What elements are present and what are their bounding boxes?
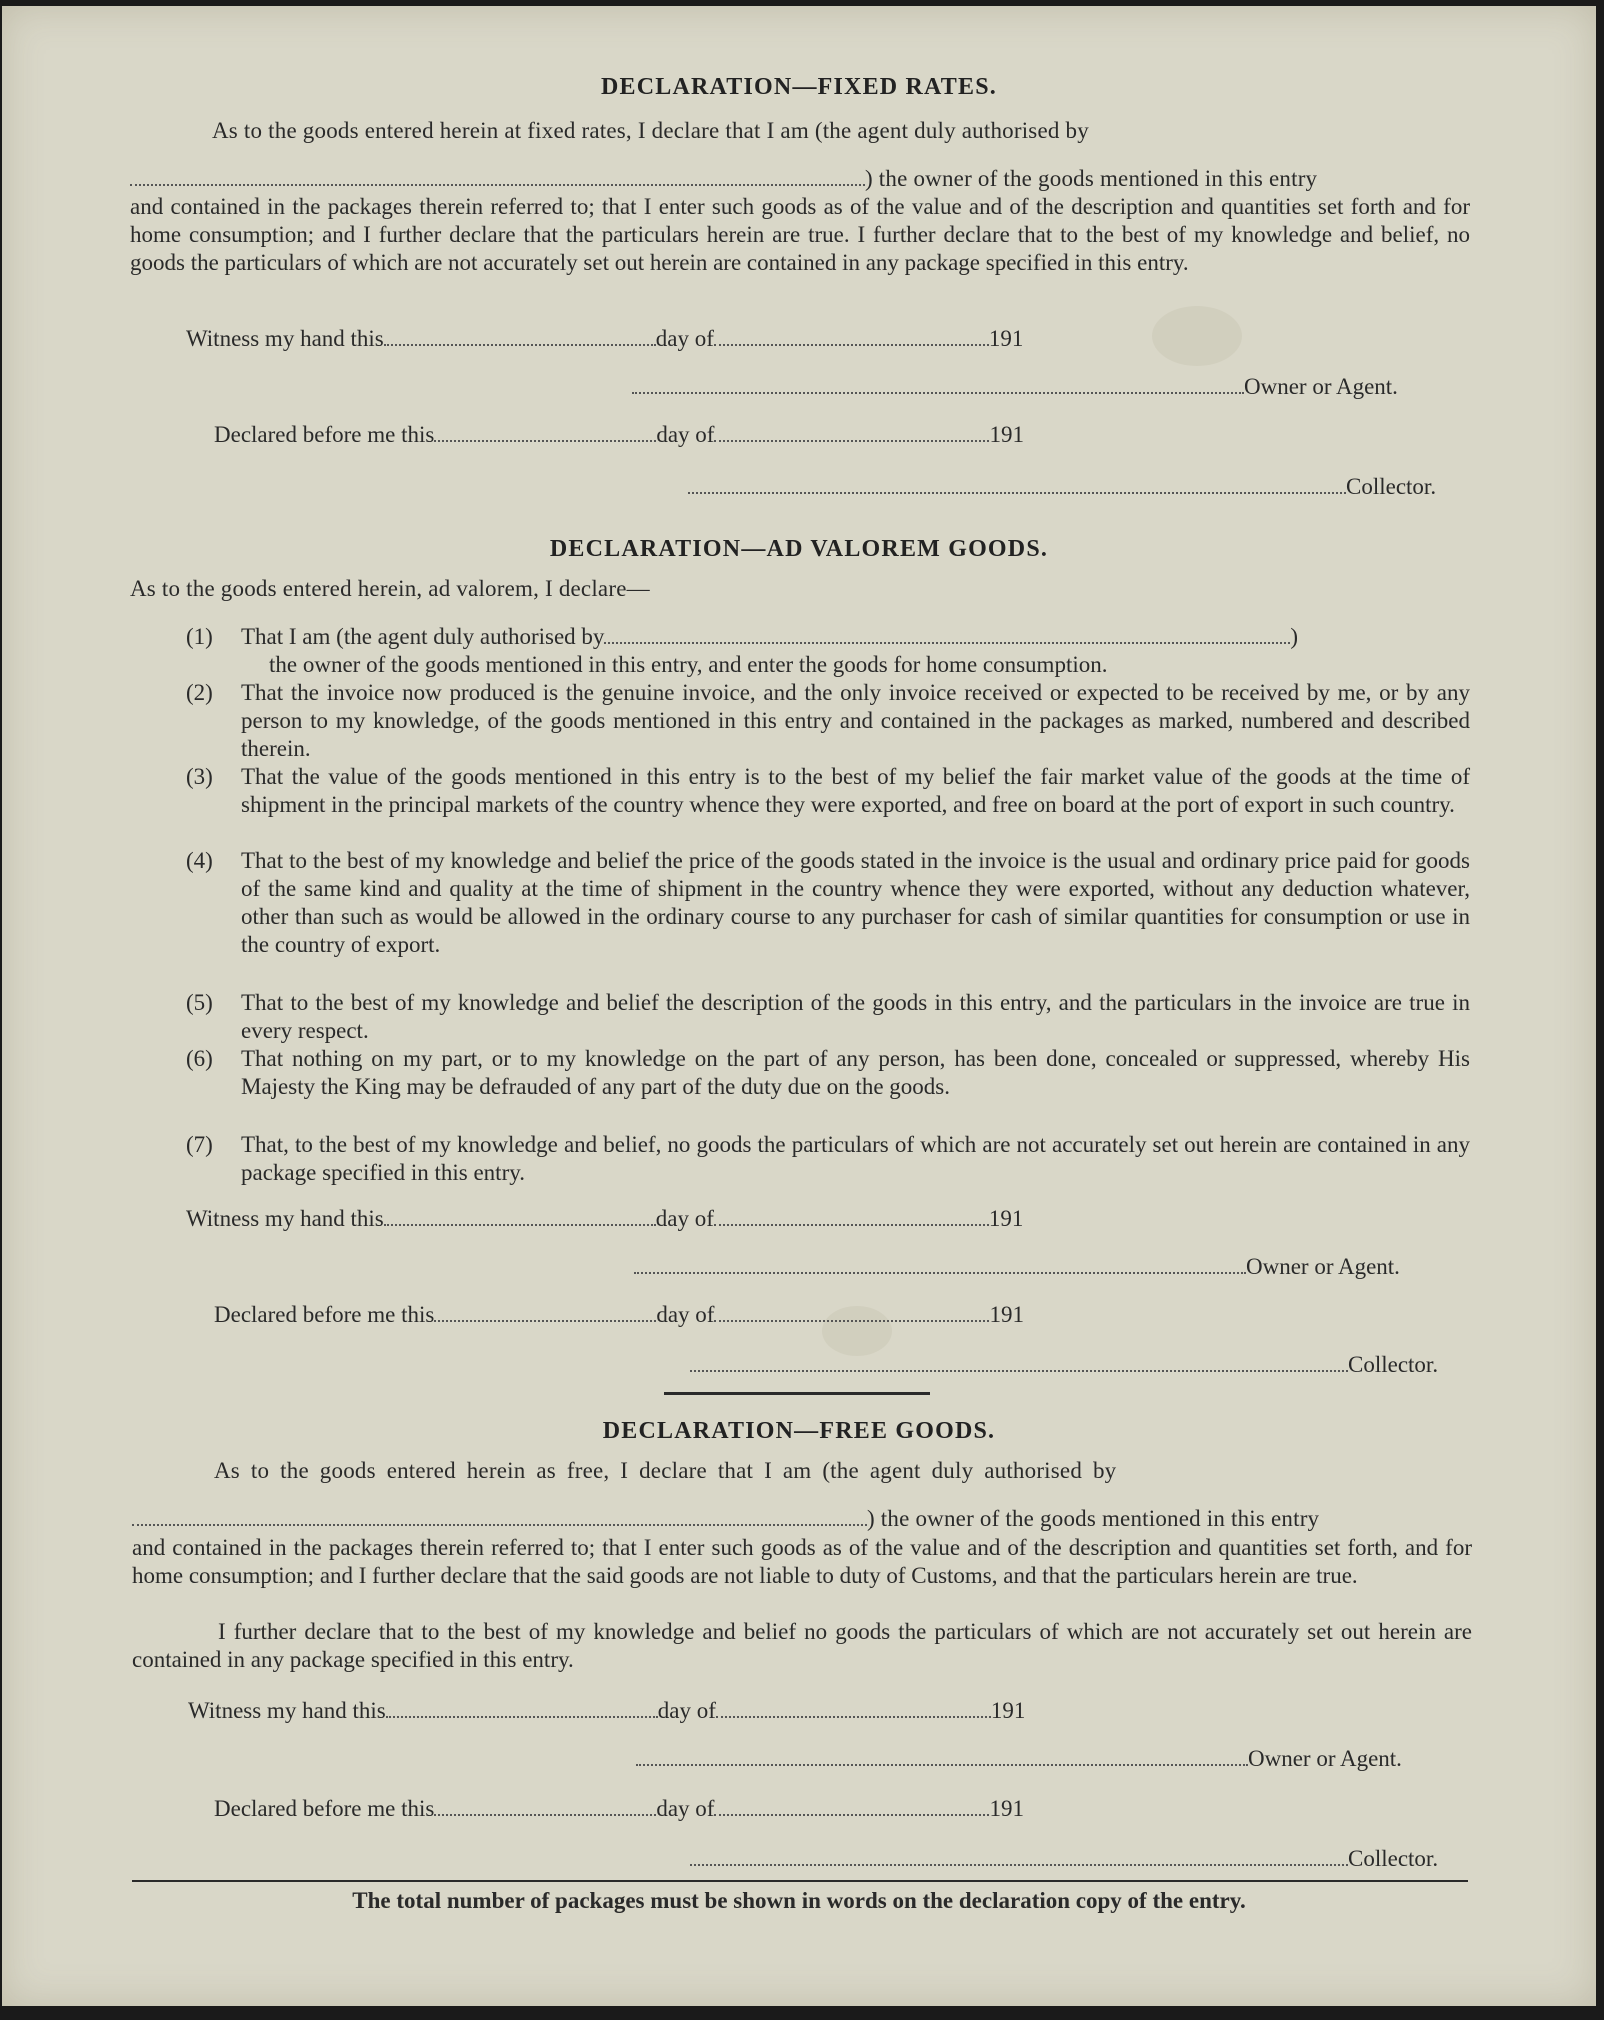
clause-6 [186, 1045, 1470, 1129]
declared-line [214, 1796, 1024, 1822]
clause-number: (2) [186, 680, 213, 705]
year-label: 191 [988, 326, 1024, 351]
witness-month-field[interactable] [714, 338, 989, 346]
section-heading: DECLARATION—AD VALOREM GOODS. [549, 536, 1049, 562]
year-label: 191 [990, 1698, 1026, 1723]
witness-month-field[interactable] [714, 1218, 989, 1226]
declared-label: Declared before me this [214, 1796, 435, 1821]
owner-text: ) the owner of the goods mentioned in this entry [867, 1506, 1320, 1531]
owner-signature-field[interactable] [636, 1758, 1248, 1766]
clause-text: That the value of the goods mentioned in this entry is to the best of my belief the fair market value of the goods at the time of shipment in the principal markets of the country whence they were exported, and free on board at the port of export in such country. [241, 764, 1470, 817]
section-heading: DECLARATION—FREE GOODS. [602, 1418, 996, 1444]
clause-text: the owner of the goods mentioned in this entry, and enter the goods for home consumption. [269, 652, 1108, 677]
witness-day-field[interactable] [386, 1710, 658, 1718]
owner-signature-field[interactable] [634, 1266, 1246, 1274]
owner-signature-field[interactable] [632, 386, 1244, 394]
day-of-label: day of [655, 326, 714, 351]
year-label: 191 [988, 1206, 1024, 1231]
clause-7 [186, 1131, 1470, 1187]
declared-month-field[interactable] [714, 1808, 989, 1816]
clause-number: (5) [186, 990, 213, 1015]
clause-text: That to the best of my knowledge and belief the price of the goods stated in the invoice is the usual and ordinary price paid for goods of the same kind and quality at the time of shipment in the country whence they were exported, without any deduction whatever, other than such as would be allowed in the ordinary course to any purchaser for cash of similar quantities for consumption or use in the country of export. [241, 848, 1470, 957]
clause-3 [186, 763, 1470, 847]
owner-label: Owner or Agent. [1248, 1746, 1402, 1771]
collector-label: Collector. [1346, 474, 1437, 499]
section-divider [664, 1392, 930, 1395]
owner-signature-line [634, 1254, 1400, 1280]
witness-line [186, 1206, 1023, 1232]
ad-valorem-intro: As to the goods entered herein, ad valorem, I declare— [130, 576, 650, 601]
clause-4 [186, 847, 1470, 987]
declared-line [214, 1302, 1024, 1328]
authorised-by-field[interactable] [130, 178, 865, 186]
declared-label: Declared before me this [214, 1302, 435, 1327]
paren-close: ) [1290, 624, 1299, 649]
collector-signature-line [690, 1846, 1438, 1872]
declaration-opening-line: As to the goods entered herein at fixed rates, I declare that I am (the agent duly authorised by [212, 118, 1089, 143]
witness-line [188, 1698, 1025, 1724]
clause-1 [186, 623, 1470, 679]
day-of-label: day of [656, 1796, 715, 1821]
declared-month-field[interactable] [714, 1314, 989, 1322]
clause-number: (7) [186, 1132, 213, 1157]
declared-day-field[interactable] [434, 434, 656, 442]
declaration-opening-line: As to the goods entered herein as free, I declare that I am (the agent duly authorised by [214, 1458, 1117, 1483]
owner-label: Owner or Agent. [1244, 374, 1398, 399]
authorised-by-field[interactable] [132, 1518, 867, 1526]
footer-note: The total number of packages must be shown in words on the declaration copy of the entry. [352, 1888, 1246, 1913]
declaration-body-continued: I further declare that to the best of my knowledge and belief no goods the particulars of which are not accurately set out herein are contained in any package specified in this entry. [132, 1619, 1472, 1672]
witness-label: Witness my hand this [186, 1206, 384, 1231]
owner-text: ) the owner of the goods mentioned in this entry [865, 166, 1318, 191]
day-of-label: day of [657, 1698, 716, 1723]
clause-2 [186, 679, 1470, 763]
owner-signature-line [636, 1746, 1402, 1772]
declaration-body: and contained in the packages therein referred to; that I enter such goods as of the value and of the description and quantities set forth, and for home consumption; and I further declare that the said goods are not liable to duty of Customs, and that the particulars herein are true. [132, 1535, 1472, 1588]
declared-label: Declared before me this [214, 422, 435, 447]
year-label: 191 [989, 1796, 1024, 1821]
collector-signature-field[interactable] [690, 1858, 1348, 1866]
clause-number: (4) [186, 848, 213, 873]
clause-text: That I am (the agent duly authorised by [241, 624, 605, 649]
clause-text: That nothing on my part, or to my knowledge on the part of any person, has been done, concealed or suppressed, whereby His Majesty the King may be defrauded of any part of the duty due on the goods. [241, 1046, 1470, 1099]
section-heading: DECLARATION—FIXED RATES. [601, 74, 997, 100]
footer-rule [132, 1880, 1468, 1882]
declaration-body: and contained in the packages therein referred to; that I enter such goods as of the value and of the description and quantities set forth and for home consumption; and I further declare that the particulars herein are true. I further declare that to the best of my knowledge and belief, no goods the particulars of which are not accurately set out herein are contained in any package specified in this entry. [130, 194, 1470, 275]
owner-signature-line [632, 374, 1398, 400]
witness-day-field[interactable] [384, 1218, 656, 1226]
day-of-label: day of [656, 422, 715, 447]
collector-signature-field[interactable] [688, 486, 1346, 494]
paper-stain [1152, 306, 1242, 366]
collector-label: Collector. [1348, 1352, 1439, 1377]
clause-text: That the invoice now produced is the genuine invoice, and the only invoice received or expected to be received by me, or by any person to my knowledge, of the goods mentioned in this entry and contained in the packages as marked, numbered and described therein. [241, 680, 1470, 761]
declared-day-field[interactable] [434, 1808, 656, 1816]
witness-line [186, 326, 1023, 352]
collector-label: Collector. [1348, 1846, 1439, 1871]
form-page [2, 6, 1596, 2006]
declared-line [214, 422, 1024, 448]
declared-day-field[interactable] [434, 1314, 656, 1322]
witness-label: Witness my hand this [188, 1698, 386, 1723]
year-label: 191 [989, 1302, 1024, 1327]
authorised-by-line [130, 166, 1317, 192]
declared-month-field[interactable] [714, 434, 989, 442]
clause-text: That to the best of my knowledge and belief the description of the goods in this entry, and the particulars in the invoice are true in every respect. [241, 990, 1470, 1043]
witness-day-field[interactable] [384, 338, 656, 346]
year-label: 191 [989, 422, 1024, 447]
day-of-label: day of [655, 1206, 714, 1231]
owner-label: Owner or Agent. [1246, 1254, 1400, 1279]
clause-text: That, to the best of my knowledge and belief, no goods the particulars of which are not accurately set out herein are contained in any package specified in this entry. [241, 1132, 1470, 1185]
collector-signature-field[interactable] [690, 1364, 1348, 1372]
collector-signature-line [690, 1352, 1438, 1378]
witness-month-field[interactable] [716, 1710, 991, 1718]
clause-5 [186, 989, 1470, 1045]
clause-number: (6) [186, 1046, 213, 1071]
clause-number: (1) [186, 624, 213, 649]
clause-number: (3) [186, 764, 213, 789]
collector-signature-line [688, 474, 1436, 500]
authorised-by-field[interactable] [604, 636, 1290, 644]
day-of-label: day of [656, 1302, 715, 1327]
witness-label: Witness my hand this [186, 326, 384, 351]
authorised-by-line [132, 1506, 1319, 1532]
